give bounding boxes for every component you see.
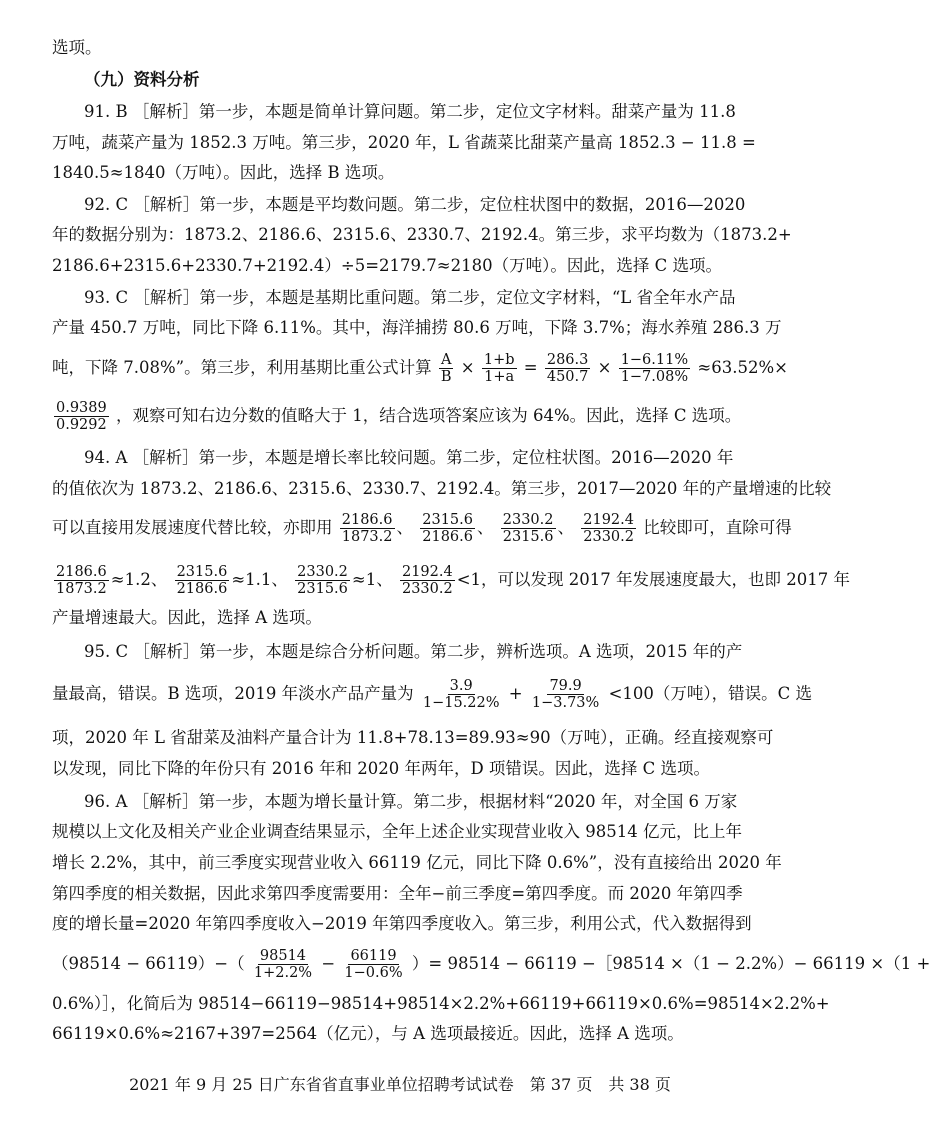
q95-line-1: 95. C ［解析］第一步，本题是综合分析问题。第二步，辨析选项。A 选项，2015 年的产 xyxy=(84,642,743,661)
fraction: $\frac{2192.4}{2330.2}$ xyxy=(401,564,453,597)
fraction: $\frac{2315.6}{2186.6}$ xyxy=(422,512,473,545)
q92-line-2: 年的数据分别为：1873.2、2186.6、2315.6、2330.7、2192.4。第三步，求平均数为（1873.2+ xyxy=(52,225,792,244)
q96-line-8: 66119×0.6%≈2167+397=2564（亿元），与 A 选项最接近。因此，选择 A 选项。 xyxy=(52,1024,684,1043)
q94-line-5: 产量增速最大。因此，选择 A 选项。 xyxy=(52,608,322,627)
q91-line-2: 万吨，蔬菜产量为 1852.3 万吨。第三步，2020 年，L 省蔬菜比甜菜产量高 1852.3 − 11.8 = xyxy=(52,133,756,152)
q94-line-3: 可以直接用发展速度代替比较，亦即用 $\frac{2186.6}{1873.2}$ 、 $\frac{2315.6}{2186.6}$ 、 $\frac{2330.2}{2315.6}$ 、 $\frac{2192.4}{2330.2}$ 比较即可，直除可得 xyxy=(52,512,792,545)
q95-line-2 xyxy=(52,674,813,714)
operator: = xyxy=(523,358,538,377)
q91-line-3: 1840.5≈1840（万吨）。因此，选择 B 选项。 xyxy=(52,163,395,182)
fraction: $\frac{1+b}{1+a}$ xyxy=(483,352,515,385)
fraction: $\frac{3.9}{1-15.22\%}$ xyxy=(422,678,500,711)
intro-tail: 选项。 xyxy=(52,38,102,57)
q93-text-3b: ≈63.52%× xyxy=(697,358,788,377)
q94-line-2: 的值依次为 1873.2、2186.6、2315.6、2330.7、2192.4。第三步，2017—2020 年的产量增速的比较 xyxy=(52,479,832,498)
q95-text-2a: 量最高，错误。B 选项，2019 年淡水产品产量为 xyxy=(52,684,414,703)
fraction: $\frac{98514}{1+2.2\%}$ xyxy=(253,948,313,981)
q96-line-5: 度的增长量=2020 年第四季度收入−2019 年第四季度收入。第三步，利用公式，代入数据得到 xyxy=(52,914,752,933)
page-footer: 2021 年 9 月 25 日广东省省直事业单位招聘考试试卷 第 37 页 共 38 页 xyxy=(129,1075,671,1094)
q96-line-3: 增长 2.2%，其中，前三季度实现营业收入 66119 亿元，同比下降 0.6%”，没有直接给出 2020 年 xyxy=(52,853,782,872)
q96-line-7: 0.6%）］，化简后为 98514−66119−98514+98514×2.2%+66119+66119×0.6%=98514×2.2%+ xyxy=(52,994,830,1013)
q93-text-3a: 吨，下降 7.08%”。第三步，利用基期比重公式计算 xyxy=(52,358,432,377)
fraction: $\frac{2315.6}{2186.6}$ xyxy=(176,564,228,597)
q94-text-3a: 可以直接用发展速度代替比较，亦即用 xyxy=(52,518,333,537)
q93-line-2: 产量 450.7 万吨，同比下降 6.11%。其中，海洋捕捞 80.6 万吨，下降 3.7%；海水养殖 286.3 万 xyxy=(52,318,782,337)
q92-line-1: 92. C ［解析］第一步，本题是平均数问题。第二步，定位柱状图中的数据，2016—2020 xyxy=(84,195,746,214)
q96-text-6a: （98514 − 66119）−（ xyxy=(52,954,245,973)
fraction: $\frac{2192.4}{2330.2}$ xyxy=(583,512,634,545)
q94-text-3b: 比较即可，直除可得 xyxy=(643,518,792,537)
q95-line-3: 项，2020 年 L 省甜菜及油料产量合计为 11.8+78.13=89.93≈90（万吨），正确。经直接观察可 xyxy=(52,728,774,747)
operator: + xyxy=(508,684,523,703)
fraction: $\frac{2186.6}{1873.2}$ xyxy=(341,512,393,545)
q93-text-4: ，观察可知右边分数的值略大于 1，结合选项答案应该为 64%。因此，选择 C 选项。 xyxy=(116,406,742,425)
q92-line-3: 2186.6+2315.6+2330.7+2192.4）÷5=2179.7≈2180（万吨）。因此，选择 C 选项。 xyxy=(52,256,722,275)
q94-line-1: 94. A ［解析］第一步，本题是增长率比较问题。第二步，定位柱状图。2016—2020 年 xyxy=(84,448,734,467)
q96-line-2: 规模以上文化及相关产业企业调查结果显示，全年上述企业实现营业收入 98514 亿元，比上年 xyxy=(52,822,742,841)
fraction: $\frac{2330.2}{2315.6}$ xyxy=(297,564,348,597)
fraction: $\frac{1-6.11\%}{1-7.08\%}$ xyxy=(620,352,689,385)
section-title: （九）资料分析 xyxy=(84,70,200,89)
fraction: $\frac{66119}{1-0.6\%}$ xyxy=(344,948,403,981)
q96-line-1: 96. A ［解析］第一步，本题为增长量计算。第二步，根据材料“2020 年，对全国 6 万家 xyxy=(84,792,738,811)
q95-line-4: 以发现，同比下降的年份只有 2016 年和 2020 年两年，D 项错误。因此，选择 C 选项。 xyxy=(52,759,711,778)
q96-line-4: 第四季度的相关数据，因此求第四季度需要用：全年−前三季度=第四季度。而 2020 年第四季 xyxy=(52,884,743,903)
operator: − xyxy=(321,954,336,973)
fraction: $\frac{2330.2}{2315.6}$ xyxy=(502,512,554,545)
fraction: $\frac{2186.6}{1873.2}$ xyxy=(56,564,107,597)
fraction: $\frac{A}{B}$ xyxy=(440,352,452,385)
fraction: $\frac{0.9389}{0.9292}$ xyxy=(56,400,107,433)
q91-line-1: 91. B ［解析］第一步，本题是简单计算问题。第二步，定位文字材料。甜菜产量为 11.8 xyxy=(84,102,736,121)
q93-line-4 xyxy=(52,396,748,436)
q95-text-2b: <100（万吨），错误。C 选 xyxy=(608,684,813,703)
fraction: $\frac{286.3}{450.7}$ xyxy=(546,352,589,385)
operator: × xyxy=(460,358,475,377)
q96-text-6b: ）= 98514 − 66119 −［98514 ×（1 − 2.2%）− 66119 ×（1 + xyxy=(411,954,930,973)
fraction: $\frac{79.9}{1-3.73\%}$ xyxy=(531,678,600,711)
q93-line-3 xyxy=(52,348,788,388)
q94-line-4: $\frac{2186.6}{1873.2}$ ≈1.2、 $\frac{2315.6}{2186.6}$ ≈1.1、 $\frac{2330.2}{2315.6}$ ≈1、 $\frac{2192.4}{2330.2}$ <1，可以发现 2017 年发展速度最大，也即 2017 年 xyxy=(56,564,851,597)
q96-line-6 xyxy=(52,944,930,984)
operator: × xyxy=(597,358,612,377)
q93-line-1: 93. C ［解析］第一步，本题是基期比重问题。第二步，定位文字材料，“L 省全年水产品 xyxy=(84,288,736,307)
